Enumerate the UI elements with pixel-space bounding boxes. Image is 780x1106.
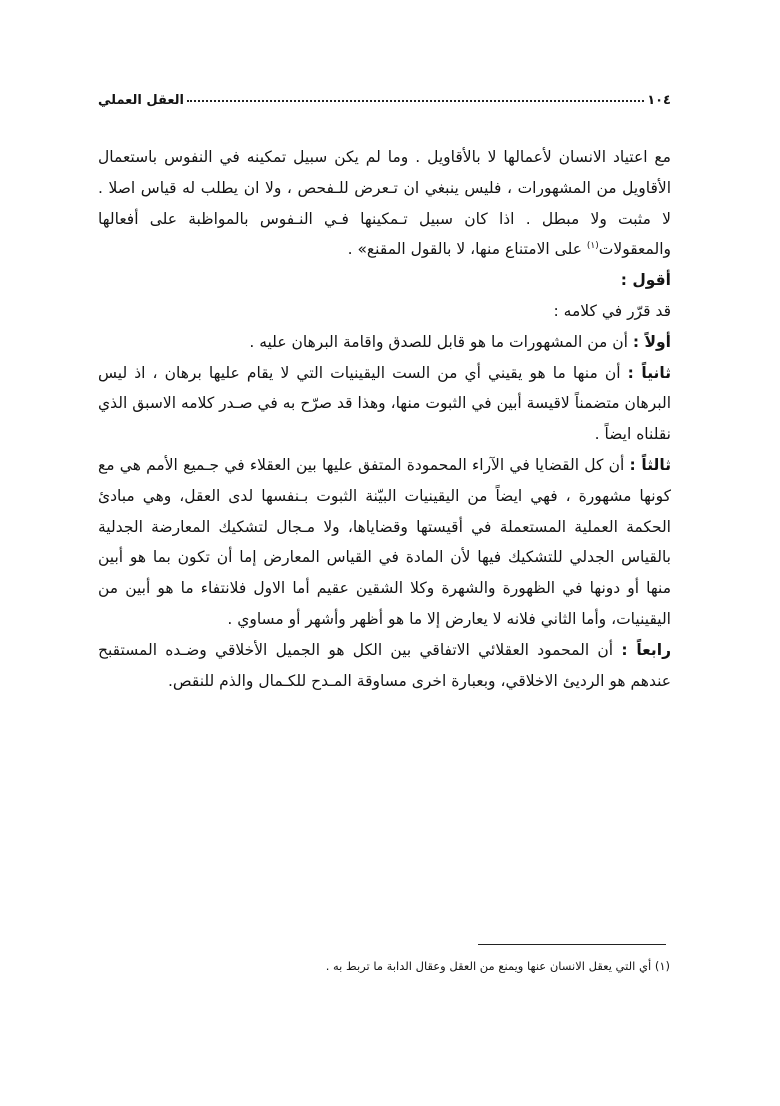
point-third bbox=[98, 450, 671, 635]
intro-line: قد قرّر في كلامه : bbox=[553, 301, 671, 320]
point-label: أولاً : bbox=[632, 332, 671, 351]
point-fourth bbox=[98, 635, 671, 697]
text-line: يطلب له قياس اصلا . لا مثبت ولا مبطل . اذا كان سبيل تـمكينها فـي النـفوس bbox=[98, 178, 671, 228]
section-heading: أقول : bbox=[620, 271, 671, 290]
point-label: ثالثاً : bbox=[629, 455, 672, 474]
body-text bbox=[98, 142, 671, 696]
point-second bbox=[98, 358, 671, 450]
dotted-leader bbox=[187, 100, 644, 102]
point-text: أن منها ما هو يقيني أي من الست اليقينيات التي لا يقام عليها برهان ، اذ ليس البرهان متضمناً لاقيسة أبين في الثبوت منها، وهذا قد صرّح به في صـدر كلامه الاسبق الذي نقلناه ايضاً . bbox=[98, 363, 671, 444]
point-label: رابعاً : bbox=[621, 640, 671, 659]
point-label: ثانياً : bbox=[627, 363, 672, 382]
point-text: أن من المشهورات ما هو قابل للصدق واقامة البرهان عليه . bbox=[249, 332, 633, 351]
point-first bbox=[98, 327, 671, 358]
point-text: أن كل القضايا في الآراء المحمودة المتفق عليها بين العقلاء في جـميع الأمم هي مع كونها مشهورة ، فهي ايضاً من اليقينيات البيّنة الثبوت بـنفسها لدى العقل، وهي مبادئ الحكمة العملية المستعملة في أقيستها وقضاياها، ولا مـجال لتشكيك المعارضة الجدلية بالقياس الجدلي للتشكيك فيها لأن المادة في القياس المعارض إما أن تكون بما هو أبين منها أو دونها في الظهورة والشهرة وكلا الشقين عقيم أما الاول فلانتفاء ما هو أبين من اليقينيات، وأما الثاني فلانه لا يعارض إلا ما هو أظهر وأشهر أو مساوي . bbox=[98, 455, 671, 628]
quote-paragraph bbox=[98, 142, 671, 265]
text-line: على الامتناع منها، لا بالقول المقنع» . bbox=[347, 240, 587, 259]
point-text: أن المحمود العقلائي الاتفاقي بين الكل هو الجميل الأخلاقي وضـده المستقبح عندهم هو الرديئ الاخلاقي، وبعبارة اخرى مساوقة المـدح للكـمال والذم للنقص. bbox=[98, 640, 671, 690]
text-line: بالمواظبة على أفعالها والمعقولات bbox=[98, 209, 671, 259]
text-line: مع اعتياد الانسان لأعمالها لا بالأقاويل . وما لم يكن سبيل تمكينه في النفوس bbox=[164, 148, 671, 166]
footnote-separator bbox=[478, 944, 666, 945]
running-header bbox=[98, 84, 671, 108]
running-title: العقل العملي bbox=[98, 93, 185, 108]
footnote-reference: (١) bbox=[586, 241, 599, 252]
footnote: (١) أي التي يعقل الانسان عنها ويمنع من العقل وعقال الدابة ما تربط به . bbox=[325, 959, 670, 973]
text-line: باستعمال الأقاويل من المشهورات ، فليس ينبغي ان تـعرض للـفحص ، ولا ان bbox=[98, 148, 672, 197]
page-number: ١٠٤ bbox=[647, 93, 671, 108]
